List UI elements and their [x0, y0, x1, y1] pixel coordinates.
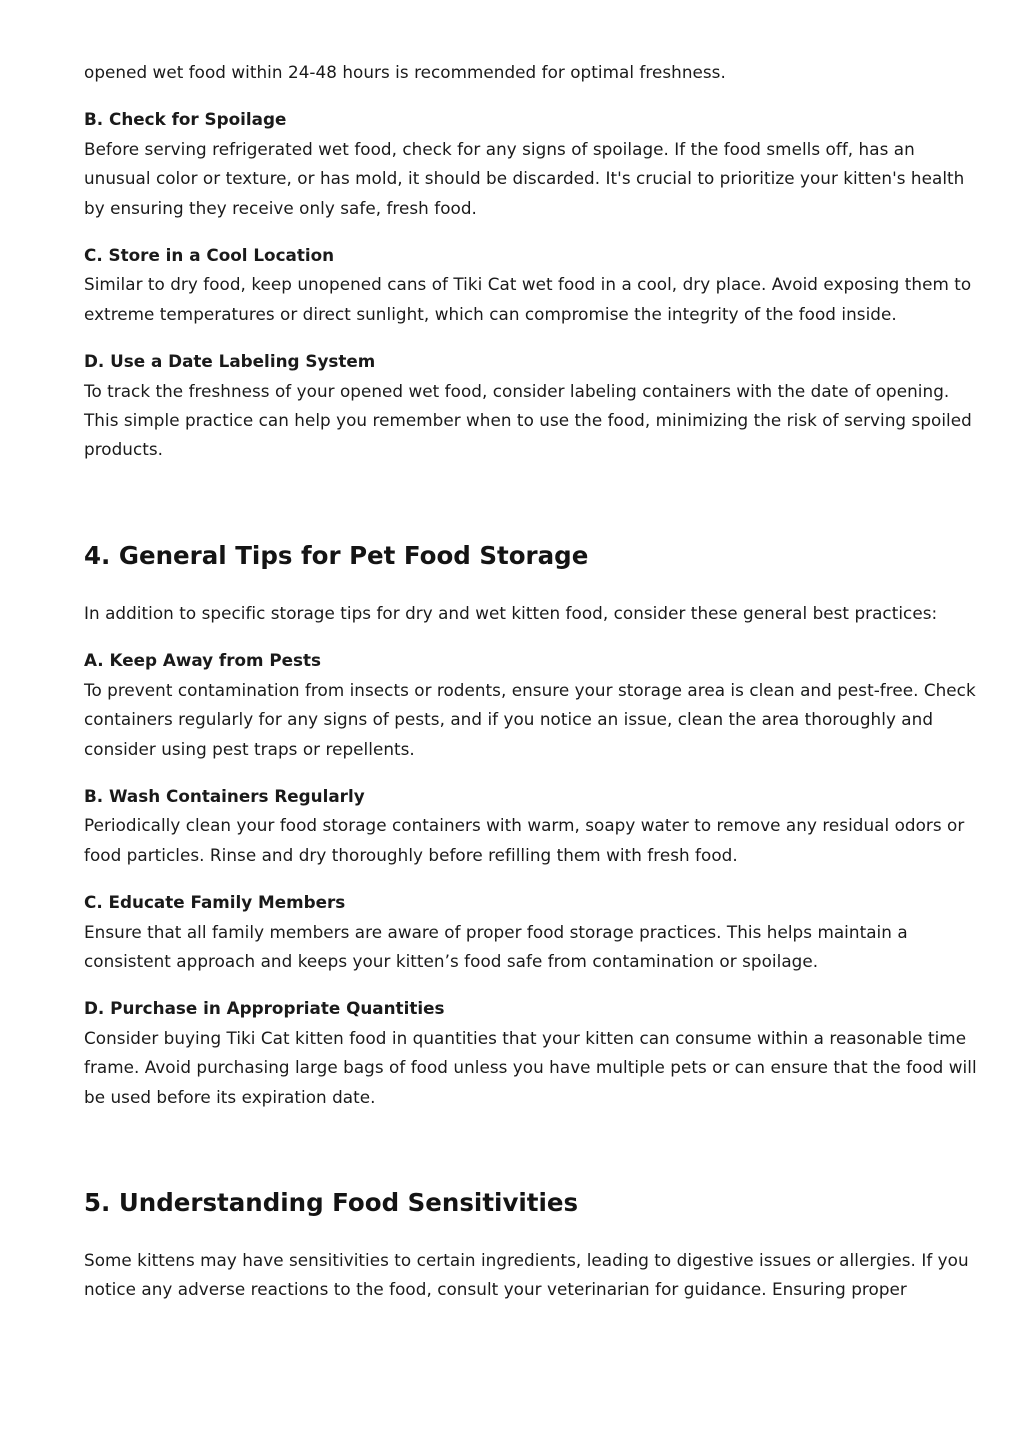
tip-body: To prevent contamination from insects or rodents, ensure your storage area is clean and pest-free. Check containers regularly for any signs of pests, and if you notice an issue, clean the area thoroughly and consider using pest traps or repellents.: [84, 679, 976, 759]
tip-wash-containers: [84, 782, 979, 870]
spacer: [84, 483, 979, 539]
tip-check-for-spoilage: [84, 105, 979, 223]
section-4-intro: In addition to specific storage tips for dry and wet kitten food, consider these general best practices:: [84, 602, 938, 623]
intro-tail-paragraph: opened wet food within 24-48 hours is recommended for optimal freshness.: [84, 62, 726, 82]
tip-title: B. Wash Containers Regularly: [84, 785, 365, 806]
tip-body: Similar to dry food, keep unopened cans of Tiki Cat wet food in a cool, dry place. Avoid exposing them to extreme temperatures or direct sunlight, which can compromise the integrity of the food inside.: [84, 274, 972, 324]
tip-title: C. Educate Family Members: [84, 892, 346, 913]
spacer: [84, 573, 979, 599]
tip-body: Periodically clean your food storage containers with warm, soapy water to remove any residual odors or food particles. Rinse and dry thoroughly before refilling them with fresh food.: [84, 815, 965, 865]
tip-purchase-quantities: [84, 994, 979, 1112]
tip-body: Before serving refrigerated wet food, check for any signs of spoilage. If the food smells off, has an unusual color or texture, or has mold, it should be discarded. It's crucial to prioritize your kitten's health by ensuring they receive only safe, fresh food.: [84, 138, 965, 218]
tip-title: C. Store in a Cool Location: [84, 245, 335, 266]
tip-title: B. Check for Spoilage: [84, 109, 287, 130]
document-page: [84, 58, 979, 1305]
tip-body: Consider buying Tiki Cat kitten food in quantities that your kitten can consume within a reasonable time frame. Avoid purchasing large bags of food unless you have multiple pets or can ensure that the food will be used before its expiration date.: [84, 1027, 977, 1107]
section-5-intro: Some kittens may have sensitivities to certain ingredients, leading to digestive issues or allergies. If you notice any adverse reactions to the food, consult your veterinarian for guidance. Ensuring proper: [84, 1249, 969, 1300]
section-5-heading: 5. Understanding Food Sensitivities: [84, 1187, 579, 1217]
spacer: [84, 1220, 979, 1246]
tip-educate-family: [84, 888, 979, 976]
tip-title: A. Keep Away from Pests: [84, 650, 322, 671]
tip-body: Ensure that all family members are aware of proper food storage practices. This helps maintain a consistent approach and keeps your kitten’s food safe from contamination or spoilage.: [84, 921, 908, 971]
spacer: [84, 1130, 979, 1186]
tip-date-labeling: [84, 347, 979, 465]
tip-store-in-cool-location: [84, 241, 979, 329]
tip-body: To track the freshness of your opened wet food, consider labeling containers with the date of opening. This simple practice can help you remember when to use the food, minimizing the risk of serving spoiled products.: [84, 380, 972, 460]
tip-keep-away-from-pests: [84, 646, 979, 764]
tip-title: D. Purchase in Appropriate Quantities: [84, 998, 445, 1019]
tip-title: D. Use a Date Labeling System: [84, 351, 376, 372]
section-4-heading: 4. General Tips for Pet Food Storage: [84, 540, 589, 570]
